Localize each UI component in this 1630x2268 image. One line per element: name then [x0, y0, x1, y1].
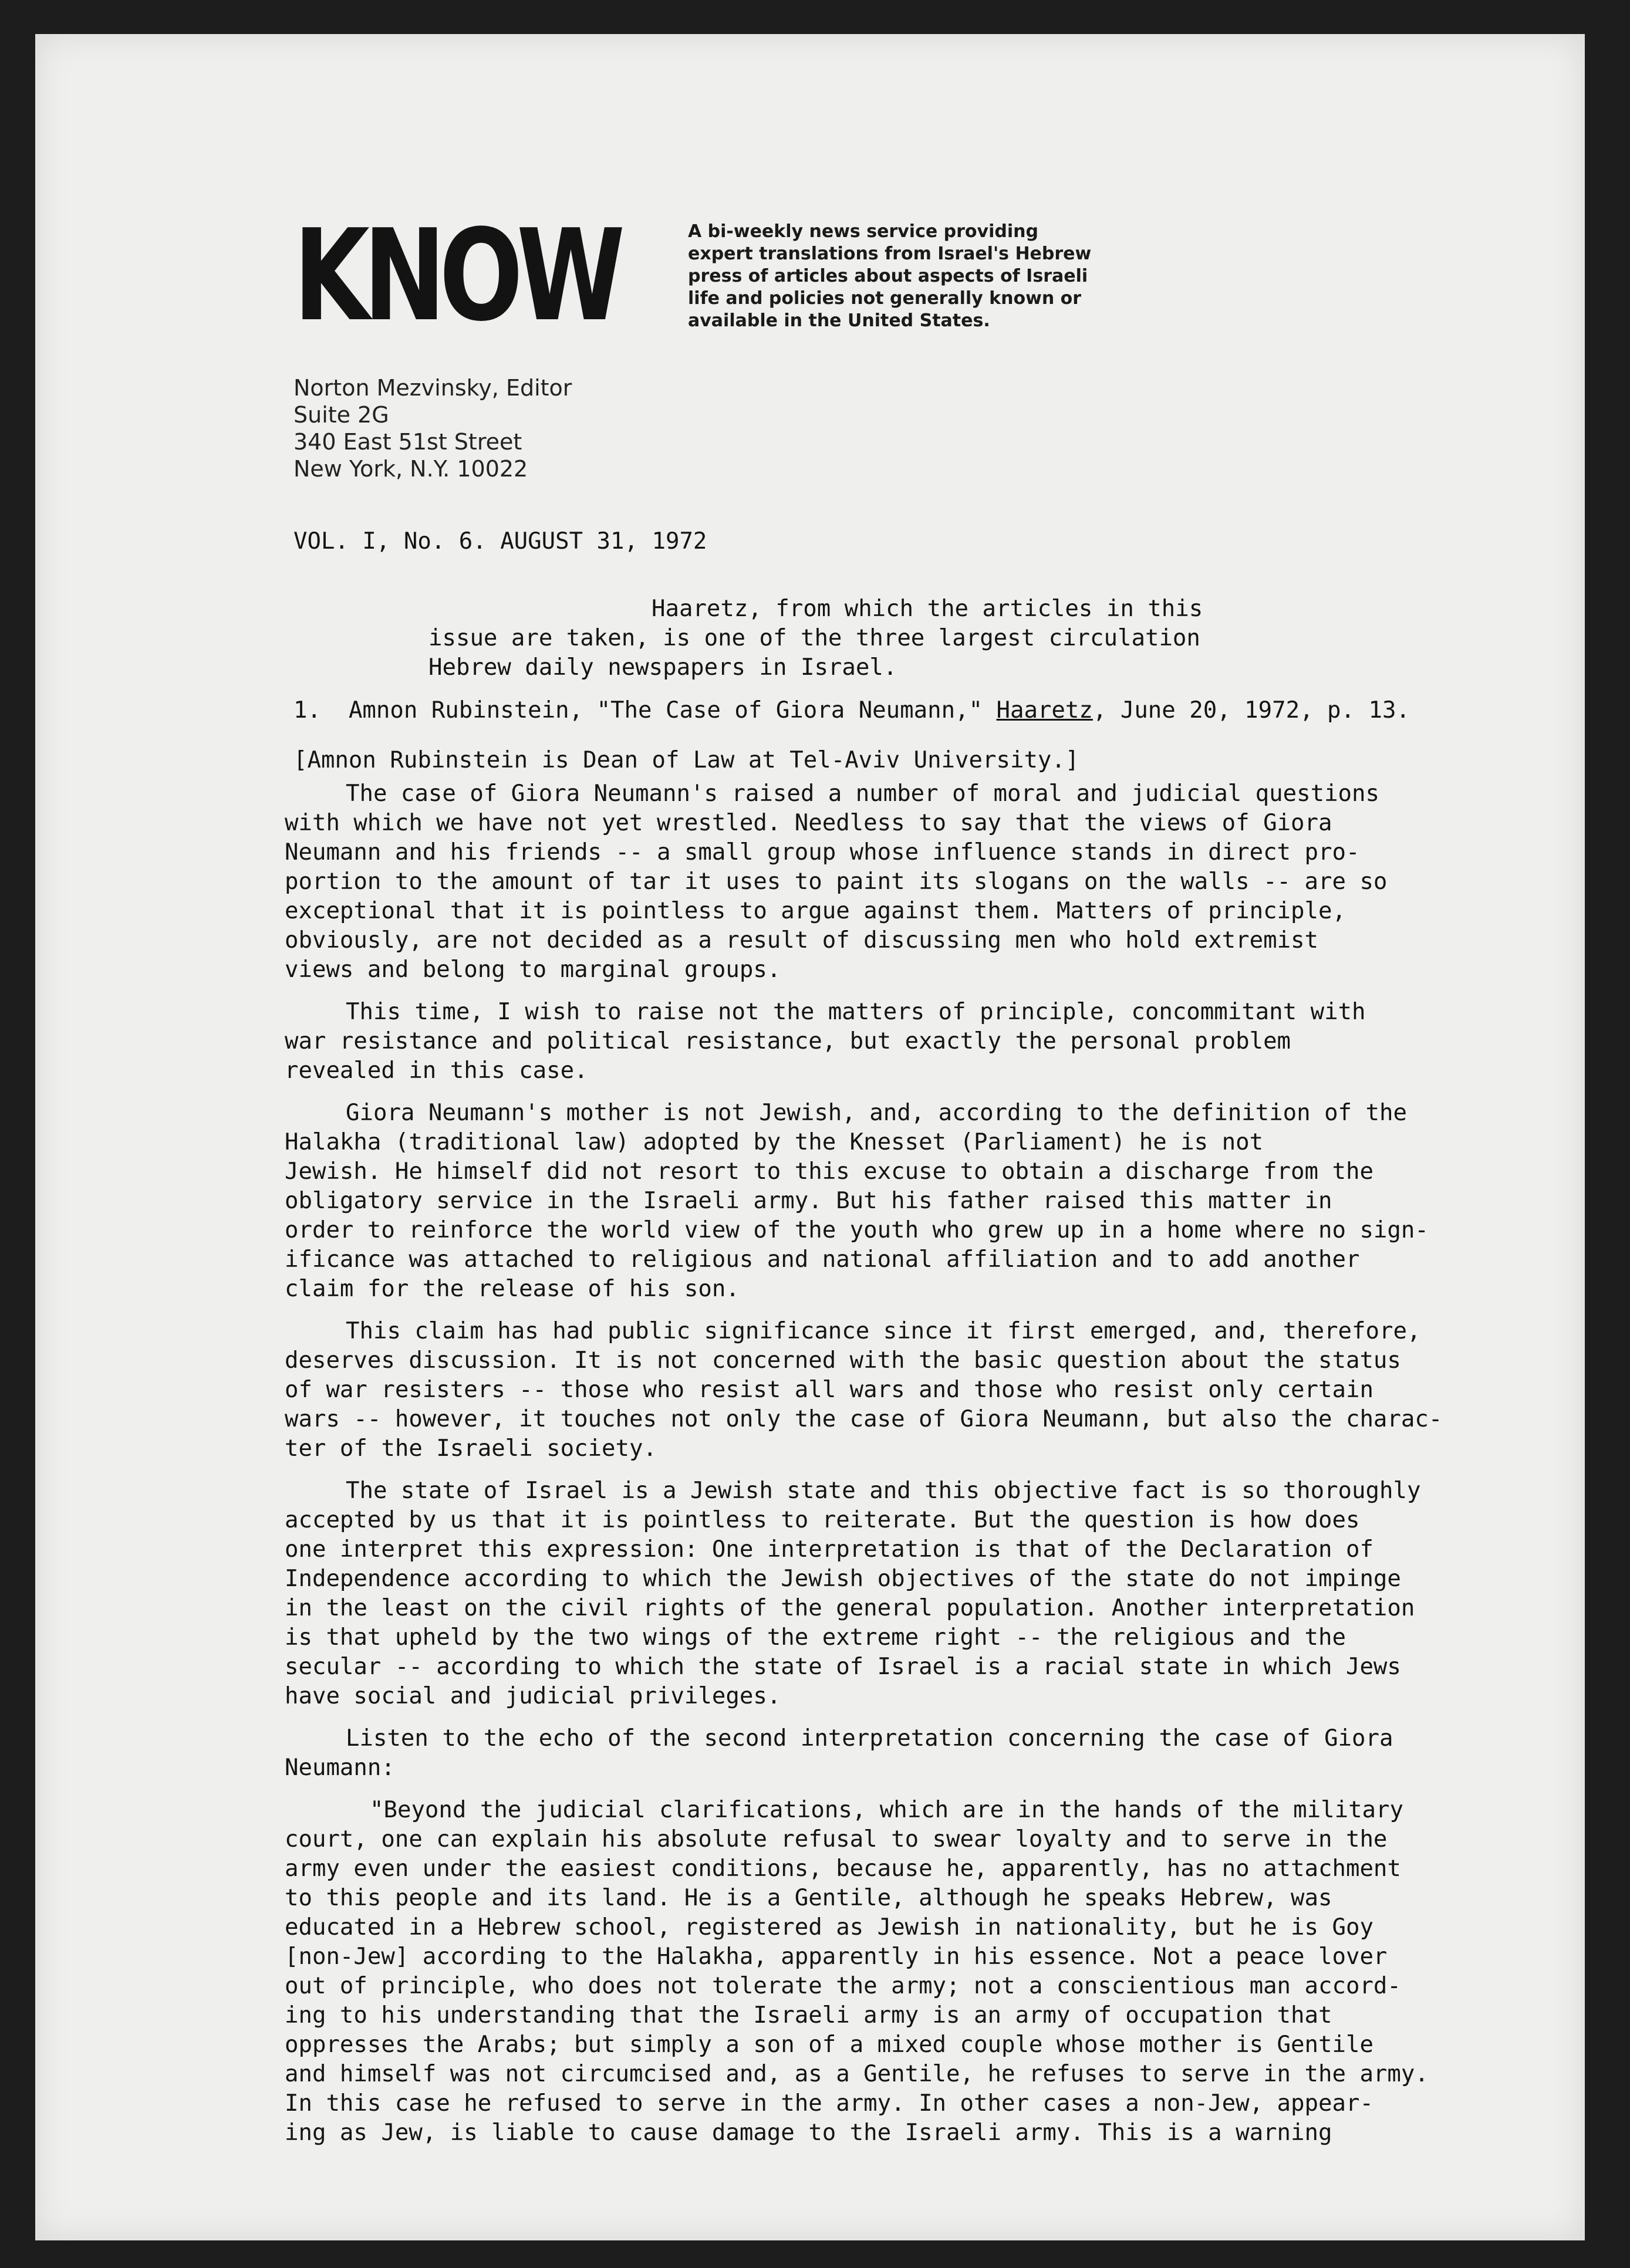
paragraph-line: revealed in this case. [285, 1057, 588, 1084]
paragraph-line: The state of Israel is a Jewish state and this objective fact is so thoroughly [346, 1478, 1421, 1504]
paragraph-line: of war resisters -- those who resist all wars and those who resist only certain [285, 1377, 1373, 1403]
paragraph-line: The case of Giora Neumann's raised a number of moral and judicial questions [346, 780, 1379, 807]
paragraph-line: order to reinforce the world view of the youth who grew up in a home where no sign- [285, 1217, 1429, 1243]
paragraph-line: ing as Jew, is liable to cause damage to the Israeli army. This is a warning [285, 2120, 1332, 2146]
paragraph-line: with which we have not yet wrestled. Needless to say that the views of Giora [285, 810, 1332, 836]
paragraph-line: war resistance and political resistance, but exactly the personal problem [285, 1028, 1291, 1054]
intro-line: Haaretz, from which the articles in this [652, 596, 1203, 622]
address-line: Suite 2G [293, 402, 389, 428]
body-paragraph [285, 1724, 1453, 1783]
paragraph-line: ing to his understanding that the Israeli army is an army of occupation that [285, 2002, 1332, 2029]
paragraph-line: Independence according to which the Jewish objectives of the state do not impinge [285, 1566, 1401, 1592]
paragraph-line: Neumann: [285, 1755, 395, 1781]
author-note: [Amnon Rubinstein is Dean of Law at Tel-Aviv University.] [293, 747, 1079, 773]
paragraph-line: Giora Neumann's mother is not Jewish, and, according to the definition of the [346, 1100, 1407, 1126]
paragraph-line: educated in a Hebrew school, registered as Jewish in nationality, but he is Goy [285, 1914, 1373, 1941]
editor-address-block [293, 374, 822, 482]
paragraph-line: [non-Jew] according to the Halakha, apparently in his essence. Not a peace lover [285, 1943, 1388, 1970]
body-paragraph [285, 1317, 1453, 1463]
paragraph-line: In this case he refused to serve in the army. In other cases a non-Jew, appear- [285, 2090, 1373, 2117]
paragraph-line: This time, I wish to raise not the matters of principle, concommitant with [346, 999, 1366, 1025]
paragraph-line: out of principle, who does not tolerate the army; not a conscientious man accord- [285, 1973, 1401, 1999]
paragraph-line: views and belong to marginal groups. [285, 956, 781, 983]
tagline-line: A bi-weekly news service providing [688, 221, 1038, 242]
quoted-paragraph [285, 1796, 1453, 2148]
body-paragraph [285, 1098, 1453, 1304]
paragraph-line: secular -- according to which the state of Israel is a racial state in which Jews [285, 1654, 1401, 1680]
paragraph-line: accepted by us that it is pointless to reiterate. But the question is how does [285, 1507, 1360, 1533]
address-line: 340 East 51st Street [293, 429, 522, 455]
paragraph-line: army even under the easiest conditions, because he, apparently, has no attachment [285, 1855, 1401, 1882]
paragraph-line: This claim has had public significance since it first emerged, and, therefore, [346, 1318, 1421, 1344]
intro-line: Hebrew daily newspapers in Israel. [428, 654, 897, 681]
paragraph-line: ter of the Israeli society. [285, 1435, 657, 1462]
article-date-page: , June 20, 1972, p. 13. [1092, 697, 1410, 724]
intro-line: issue are taken, is one of the three largest circulation [428, 625, 1200, 651]
document-page [35, 34, 1585, 2240]
intro-note [428, 594, 1203, 682]
editor-name: Norton Mezvinsky, Editor [293, 375, 572, 401]
paragraph-line: claim for the release of his son. [285, 1276, 740, 1302]
paragraph-line: court, one can explain his absolute refusal to swear loyalty and to serve in the [285, 1826, 1388, 1853]
paragraph-line: exceptional that it is pointless to argue against them. Matters of principle, [285, 898, 1346, 924]
paragraph-line: oppresses the Arabs; but simply a son of a mixed couple whose mother is Gentile [285, 2032, 1373, 2058]
paragraph-line: Halakha (traditional law) adopted by the Knesset (Parliament) he is not [285, 1129, 1264, 1155]
paragraph-line: Jewish. He himself did not resort to this excuse to obtain a discharge from the [285, 1158, 1373, 1185]
tagline-line: expert translations from Israel's Hebrew [688, 244, 1092, 264]
tagline-line: press of articles about aspects of Israeli [688, 266, 1088, 286]
paragraph-line: Listen to the echo of the second interpretation concerning the case of Giora [346, 1725, 1393, 1752]
body-paragraph [285, 998, 1453, 1086]
paragraph-line: "Beyond the judicial clarifications, which are in the hands of the military [370, 1797, 1403, 1823]
paragraph-line: Neumann and his friends -- a small group whose influence stands in direct pro- [285, 839, 1360, 866]
paragraph-line: have social and judicial privileges. [285, 1683, 781, 1709]
article-number: 1. [293, 697, 321, 724]
article-author-title: Amnon Rubinstein, "The Case of Giora Neumann," [348, 697, 983, 724]
paragraph-line: obviously, are not decided as a result of discussing men who hold extremist [285, 927, 1318, 954]
masthead-title: KNOW [293, 202, 619, 349]
address-line: New York, N.Y. 10022 [293, 456, 528, 482]
article-body [285, 779, 1453, 2161]
tagline-line: life and policies not generally known or [688, 288, 1082, 309]
tagline-line: available in the United States. [688, 310, 990, 331]
paragraph-line: one interpret this expression: One interpretation is that of the Declaration of [285, 1536, 1373, 1563]
paragraph-line: in the least on the civil rights of the general population. Another interpretation [285, 1595, 1415, 1621]
paragraph-line: and himself was not circumcised and, as a Gentile, he refuses to serve in the army. [285, 2061, 1429, 2087]
article-source: Haaretz [996, 697, 1093, 724]
paragraph-line: to this people and its land. He is a Gentile, although he speaks Hebrew, was [285, 1885, 1332, 1911]
paragraph-line: deserves discussion. It is not concerned with the basic question about the status [285, 1347, 1401, 1374]
paragraph-line: ificance was attached to religious and national affiliation and to add another [285, 1246, 1360, 1273]
article-heading [293, 696, 1410, 725]
issue-line: VOL. I, No. 6. AUGUST 31, 1972 [293, 528, 707, 555]
body-paragraph [285, 1476, 1453, 1711]
paragraph-line: portion to the amount of tar it uses to paint its slogans on the walls -- are so [285, 868, 1388, 895]
body-paragraph [285, 779, 1453, 985]
paragraph-line: wars -- however, it touches not only the case of Giora Neumann, but also the charac- [285, 1406, 1443, 1432]
masthead-tagline [688, 221, 1134, 332]
paragraph-line: obligatory service in the Israeli army. But his father raised this matter in [285, 1188, 1332, 1214]
paragraph-line: is that upheld by the two wings of the extreme right -- the religious and the [285, 1624, 1346, 1651]
